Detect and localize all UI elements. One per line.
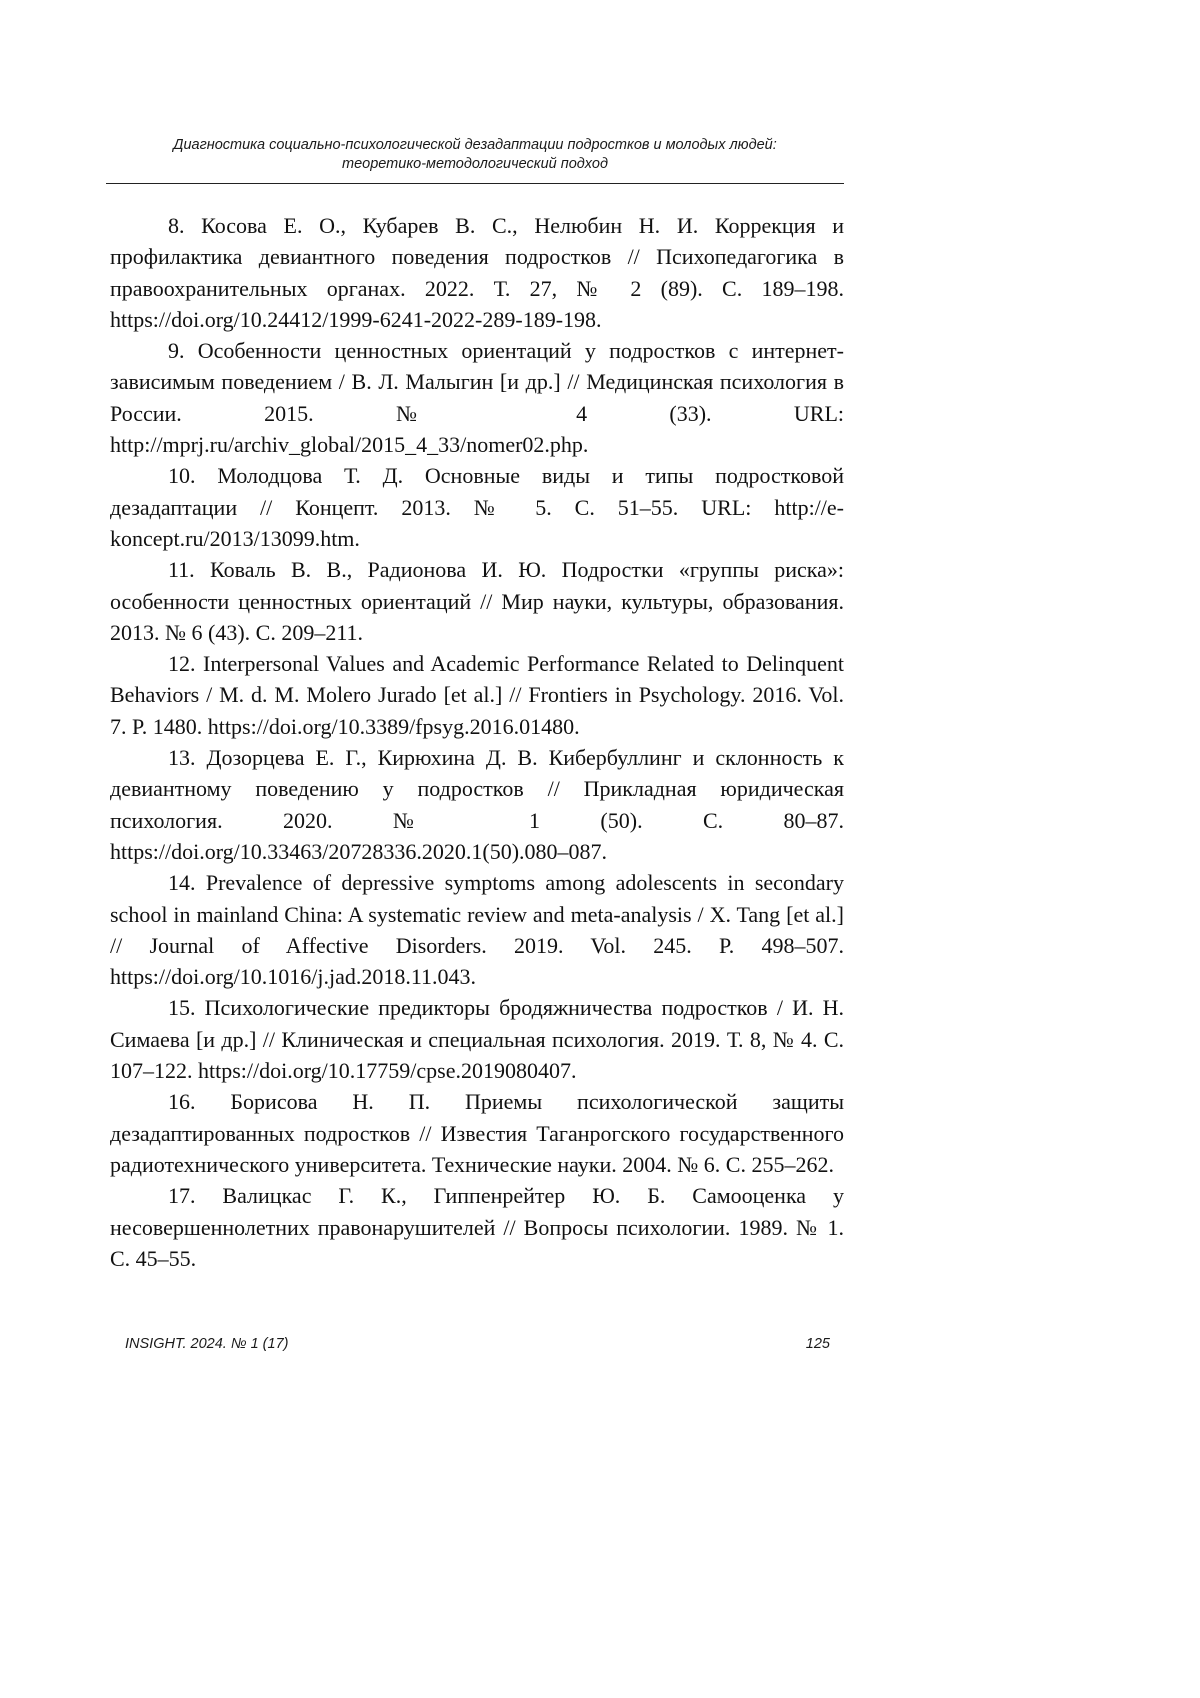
reference-12: 12. Interpersonal Values and Academic Performance Related to Delinquent Behaviors / M. d. M. Molero Jurado [et al.] // Frontiers in Psychology. 2016. Vol. 7. P. 1480. https://doi.org/10.3389/fpsyg.2016.01480. — [110, 651, 844, 739]
reference-15: 15. Психологические предикторы бродяжничества подростков / И. Н. Симаева [и др.] // Клиническая и специальная психология. 2019. Т. 8, № 4. С. 107–122. https://doi.org/10.17759/cpse.2019080407. — [110, 995, 844, 1084]
page-number: 125 — [805, 1336, 830, 1352]
reference-14: 14. Prevalence of depressive symptoms among adolescents in secondary school in mainland China: A systematic review and meta-analysis / X. Tang [et al.] // Journal of Affective Disorders. 2019. Vol. 245. P. 498–507. https://doi.org/10.1016/j.jad.2018.11.043. — [110, 870, 844, 990]
reference-13: 13. Дозорцева Е. Г., Кирюхина Д. В. Кибербуллинг и склонность к девиантному поведению у подростков // Прикладная юридическая психология. 2020. № 1 (50). С. 80–87. https://doi.org/10.33463/20728336.2020.1(50).080–087. — [110, 745, 844, 864]
reference-17: 17. Валицкас Г. К., Гиппенрейтер Ю. Б. Самооценка у несовершеннолетних правонарушителей // Вопросы психологии. 1989. № 1. С. 45–55. — [110, 1183, 844, 1271]
reference-16: 16. Борисова Н. П. Приемы психологической защиты дезадаптированных подростков // Известия Таганрогского государственного радиотехнического университета. Технические науки. 2004. № 6. С. 255–262. — [110, 1089, 844, 1177]
reference-11: 11. Коваль В. В., Радионова И. Ю. Подростки «группы риска»: особенности ценностных ориентаций // Мир науки, культуры, образования. 2013. № 6 (43). С. 209–211. — [110, 557, 844, 645]
reference-list — [110, 210, 844, 1274]
header-divider — [106, 183, 844, 184]
reference-10: 10. Молодцова Т. Д. Основные виды и типы подростковой дезадаптации // Концепт. 2013. № 5. С. 51–55. URL: http://e-koncept.ru/2013/13099.htm. — [110, 463, 844, 551]
running-header-line-1: Диагностика социально-психологической дезадаптации подростков и молодых людей: — [173, 137, 777, 153]
reference-9: 9. Особенности ценностных ориентаций у подростков с интернет-зависимым поведением / В. Л. Малыгин [и др.] // Медицинская психология в России. 2015. № 4 (33). URL: http://mprj.ru/archiv_global/2015_4_33/nomer02.php. — [110, 338, 844, 458]
footer-journal: INSIGHT. 2024. № 1 (17) — [125, 1336, 289, 1352]
reference-8: 8. Косова Е. О., Кубарев В. С., Нелюбин Н. И. Коррекция и профилактика девиантного поведения подростков // Психопедагогика в правоохранительных органах. 2022. Т. 27, № 2 (89). С. 189–198. https://doi.org/10.24412/1999-6241-2022-289-189-198. — [110, 213, 844, 332]
running-header-line-2: теоретико-методологический подход — [342, 156, 608, 172]
running-header — [106, 136, 844, 174]
